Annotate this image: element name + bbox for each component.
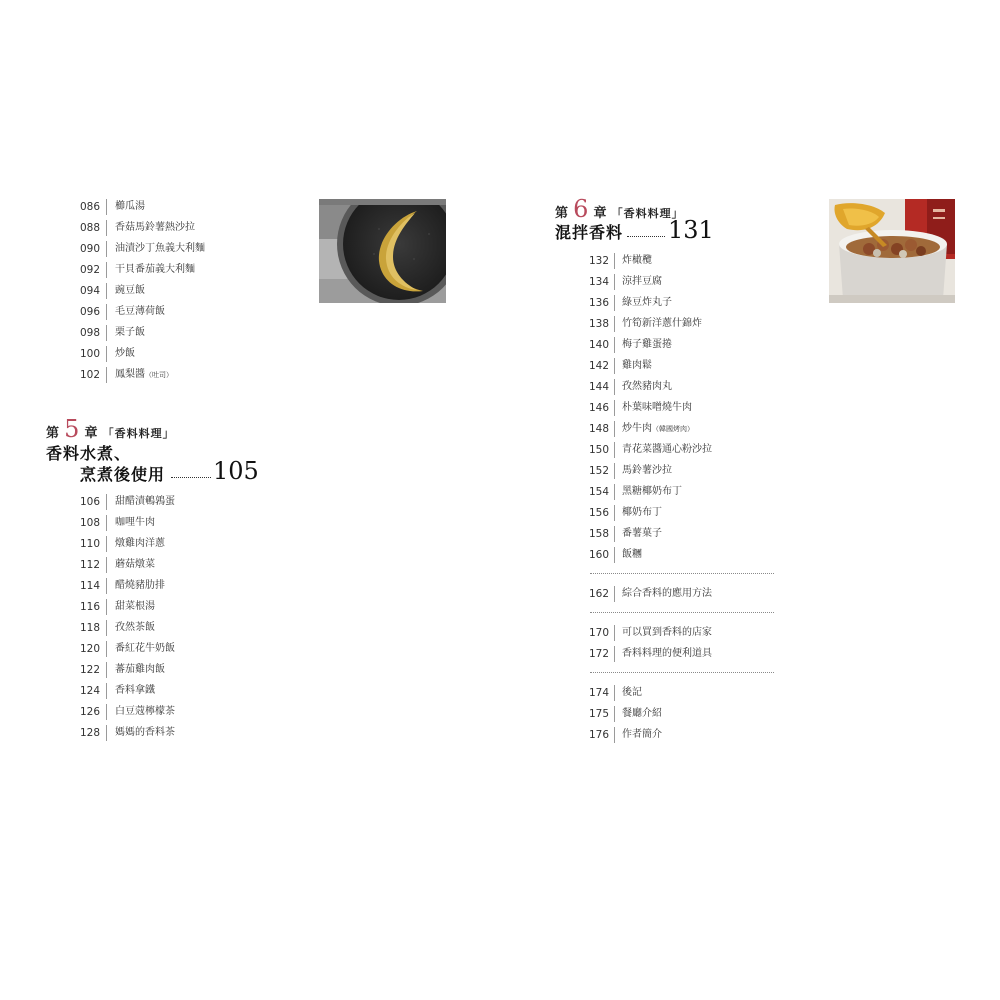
dotted-rule — [590, 672, 774, 673]
toc-vertical-rule — [614, 400, 615, 416]
toc-page-number: 096 — [80, 306, 101, 318]
toc-entry-title — [115, 200, 145, 214]
toc-entry-text: 燉雞肉洋蔥 — [115, 538, 165, 549]
toc-entry-text: 孜然茶飯 — [115, 622, 155, 633]
toc-vertical-rule — [614, 337, 615, 353]
toc-entry-text: 香料料理的便利道具 — [622, 648, 712, 659]
chapter6-title-line1: 混拌香料 — [555, 223, 624, 242]
toc-page-number: 132 — [589, 255, 610, 267]
toc-entry-title — [622, 275, 662, 289]
toc-list-chapter4 — [80, 200, 310, 389]
toc-vertical-rule — [614, 379, 615, 395]
chapter5-word-first: 第 — [46, 426, 60, 441]
toc-entry-text: 雞肉鬆 — [622, 360, 652, 371]
toc-entry-title — [115, 621, 155, 635]
toc-entry — [80, 516, 310, 537]
toc-entry-text: 餐廳介紹 — [622, 708, 662, 719]
toc-page-number: 128 — [80, 727, 101, 739]
toc-entry-text: 蕃茄雞肉飯 — [115, 664, 165, 675]
toc-vertical-rule — [614, 547, 615, 563]
toc-page-number: 102 — [80, 369, 101, 381]
toc-page-number: 126 — [80, 706, 101, 718]
chapter6-leader-dots — [627, 236, 665, 237]
toc-page-number: 094 — [80, 285, 101, 297]
toc-vertical-rule — [106, 557, 107, 573]
toc-entry-text: 炸橄欖 — [622, 255, 652, 266]
toc-page-number: 086 — [80, 201, 101, 213]
toc-entry-title — [115, 558, 155, 572]
chapter5-title-line2: 烹煮後使用 — [80, 465, 166, 484]
toc-entry — [589, 317, 774, 338]
toc-page-number: 154 — [589, 486, 610, 498]
toc-entry — [80, 326, 310, 347]
toc-entry-title — [622, 707, 662, 721]
toc-vertical-rule — [106, 641, 107, 657]
toc-entry — [589, 485, 774, 506]
toc-entry-text: 醋燒豬肋排 — [115, 580, 165, 591]
toc-entry-text: 白豆蔻檸檬茶 — [115, 706, 175, 717]
toc-entry-text: 可以買到香料的店家 — [622, 627, 712, 638]
toc-entry — [589, 422, 774, 443]
toc-vertical-rule — [106, 262, 107, 278]
chapter6-page-number: 131 — [668, 216, 714, 244]
toc-entry-title — [622, 728, 662, 742]
toc-entry-title — [622, 422, 694, 436]
toc-page-number: 090 — [80, 243, 101, 255]
toc-entry-text: 毛豆薄荷飯 — [115, 306, 165, 317]
toc-vertical-rule — [614, 358, 615, 374]
toc-list-chapter6 — [589, 254, 774, 749]
toc-entry-title — [115, 516, 155, 530]
toc-entry — [80, 221, 310, 242]
toc-page-number: 120 — [80, 643, 101, 655]
toc-entry — [589, 506, 774, 527]
toc-entry — [80, 558, 310, 579]
toc-vertical-rule — [614, 646, 615, 662]
toc-entry-text: 甜醋漬鵪鶉蛋 — [115, 496, 175, 507]
toc-entry-title — [115, 642, 175, 656]
toc-page-number: 108 — [80, 517, 101, 529]
toc-entry — [589, 275, 774, 296]
toc-entry-text: 櫛瓜湯 — [115, 201, 145, 212]
toc-entry — [589, 443, 774, 464]
toc-entry — [589, 464, 774, 485]
toc-entry-title — [115, 242, 205, 256]
toc-vertical-rule — [614, 316, 615, 332]
toc-page-number: 118 — [80, 622, 101, 634]
toc-entry-text: 咖哩牛肉 — [115, 517, 155, 528]
toc-page-number: 100 — [80, 348, 101, 360]
toc-vertical-rule — [614, 274, 615, 290]
toc-entry — [80, 537, 310, 558]
toc-entry-title — [622, 359, 652, 373]
toc-page-number: 152 — [589, 465, 610, 477]
toc-entry — [589, 380, 774, 401]
toc-list-chapter5 — [80, 495, 310, 747]
toc-entry-title — [622, 647, 712, 661]
toc-page-number: 110 — [80, 538, 101, 550]
chapter5-page-number: 105 — [213, 457, 259, 485]
toc-page-number: 158 — [589, 528, 610, 540]
toc-vertical-rule — [614, 727, 615, 743]
toc-vertical-rule — [106, 620, 107, 636]
toc-entry — [589, 296, 774, 317]
toc-page-number: 175 — [589, 708, 610, 720]
toc-entry-title — [115, 537, 165, 551]
toc-page-number: 176 — [589, 729, 610, 741]
toc-vertical-rule — [106, 199, 107, 215]
toc-page-number: 138 — [589, 318, 610, 330]
toc-page-number: 116 — [80, 601, 101, 613]
toc-page-number: 140 — [589, 339, 610, 351]
toc-entry — [589, 728, 774, 749]
toc-entry-title — [115, 684, 155, 698]
toc-page-number: 174 — [589, 687, 610, 699]
chapter6-tag: 「香料料理」 — [611, 207, 684, 220]
toc-entry-text: 綠豆炸丸子 — [622, 297, 672, 308]
toc-vertical-rule — [614, 442, 615, 458]
toc-entry — [589, 686, 774, 707]
toc-entry-text: 豌豆飯 — [115, 285, 145, 296]
toc-page-number: 156 — [589, 507, 610, 519]
toc-vertical-rule — [614, 421, 615, 437]
spice-pot-photo — [829, 199, 955, 303]
toc-entry-text: 椰奶布丁 — [622, 507, 662, 518]
chapter6-word-first: 第 — [555, 206, 569, 221]
toc-entry-text: 梅子雞蛋捲 — [622, 339, 672, 350]
toc-vertical-rule — [106, 683, 107, 699]
toc-page-number: 114 — [80, 580, 101, 592]
section-divider — [589, 668, 774, 686]
chapter5-header — [46, 415, 175, 443]
toc-vertical-rule — [614, 484, 615, 500]
toc-vertical-rule — [106, 599, 107, 615]
toc-entry-text: 飯糰 — [622, 549, 642, 560]
toc-vertical-rule — [614, 685, 615, 701]
chapter5-leader-dots — [171, 477, 211, 478]
toc-vertical-rule — [106, 725, 107, 741]
toc-entry-title — [115, 347, 135, 361]
chapter5-title-line1: 香料水煮、 — [46, 444, 132, 463]
toc-entry — [80, 305, 310, 326]
toc-entry-text: 黑糖椰奶布丁 — [622, 486, 682, 497]
toc-page-number: 122 — [80, 664, 101, 676]
section-divider — [589, 569, 774, 587]
toc-entry-title — [622, 401, 692, 415]
toc-page-number: 124 — [80, 685, 101, 697]
toc-entry — [80, 600, 310, 621]
toc-entry — [80, 726, 310, 747]
toc-entry-text: 蘑菇燉菜 — [115, 559, 155, 570]
toc-vertical-rule — [106, 662, 107, 678]
toc-vertical-rule — [614, 625, 615, 641]
toc-vertical-rule — [614, 253, 615, 269]
toc-entry-text: 後記 — [622, 687, 642, 698]
toc-entry-text: 炒飯 — [115, 348, 135, 359]
toc-entry-title — [115, 600, 155, 614]
toc-entry — [80, 642, 310, 663]
toc-page-number: 112 — [80, 559, 101, 571]
toc-entry-text: 媽媽的香料茶 — [115, 727, 175, 738]
toc-entry-text: 作者簡介 — [622, 729, 662, 740]
toc-vertical-rule — [106, 515, 107, 531]
toc-entry-text: 甜菜根湯 — [115, 601, 155, 612]
toc-entry-title — [622, 338, 672, 352]
toc-page-number: 092 — [80, 264, 101, 276]
toc-vertical-rule — [614, 505, 615, 521]
chapter6-word-chapter: 章 — [593, 206, 607, 221]
toc-entry-text: 油漬沙丁魚義大利麵 — [115, 243, 205, 254]
toc-entry-title — [115, 284, 145, 298]
toc-vertical-rule — [106, 283, 107, 299]
toc-vertical-rule — [106, 220, 107, 236]
toc-entry — [80, 684, 310, 705]
toc-page-number: 134 — [589, 276, 610, 288]
toc-entry-text: 香料拿鐵 — [115, 685, 155, 696]
toc-entry — [589, 527, 774, 548]
dotted-rule — [590, 573, 774, 574]
toc-entry-title — [622, 380, 672, 394]
dotted-rule — [590, 612, 774, 613]
toc-page-number: 146 — [589, 402, 610, 414]
toc-page-number: 148 — [589, 423, 610, 435]
toc-entry — [589, 359, 774, 380]
toc-entry-title — [622, 443, 712, 457]
toc-entry-text: 青花菜醬通心粉沙拉 — [622, 444, 712, 455]
toc-page-number: 170 — [589, 627, 610, 639]
toc-vertical-rule — [614, 463, 615, 479]
toc-entry — [80, 284, 310, 305]
toc-entry — [589, 707, 774, 728]
chapter6-number: 6 — [573, 195, 589, 223]
toc-entry-text: 炒牛肉 — [622, 423, 652, 434]
toc-entry — [80, 347, 310, 368]
toc-vertical-rule — [106, 704, 107, 720]
toc-entry-text: 香菇馬鈴薯熱沙拉 — [115, 222, 195, 233]
toc-entry-title — [622, 626, 712, 640]
toc-entry — [589, 626, 774, 647]
toc-entry-title — [115, 495, 175, 509]
toc-vertical-rule — [614, 586, 615, 602]
toc-entry-title — [622, 686, 642, 700]
toc-vertical-rule — [106, 304, 107, 320]
toc-vertical-rule — [106, 346, 107, 362]
toc-page-number: 142 — [589, 360, 610, 372]
toc-entry-title — [115, 579, 165, 593]
toc-entry — [80, 200, 310, 221]
toc-entry-text: 鳳梨醬 — [115, 369, 145, 380]
toc-entry-title — [115, 705, 175, 719]
toc-vertical-rule — [106, 325, 107, 341]
toc-entry-text: 栗子飯 — [115, 327, 145, 338]
toc-entry-note: （韓國烤肉） — [652, 425, 694, 433]
toc-entry — [589, 338, 774, 359]
toc-entry-title — [622, 464, 672, 478]
toc-entry-text: 朴葉味噌燒牛肉 — [622, 402, 692, 413]
toc-page-number: 144 — [589, 381, 610, 393]
toc-entry-title — [115, 368, 173, 382]
toc-entry-text: 綜合香料的應用方法 — [622, 588, 712, 599]
toc-vertical-rule — [106, 367, 107, 383]
toc-entry-title — [115, 305, 165, 319]
toc-entry-title — [622, 548, 642, 562]
toc-entry-title — [622, 485, 682, 499]
toc-entry — [589, 647, 774, 668]
toc-vertical-rule — [106, 494, 107, 510]
toc-entry-text: 番薯菓子 — [622, 528, 662, 539]
toc-entry-text: 馬鈴薯沙拉 — [622, 465, 672, 476]
chapter6-header — [555, 195, 684, 223]
toc-page-number: 136 — [589, 297, 610, 309]
toc-entry-text: 涼拌豆腐 — [622, 276, 662, 287]
toc-entry-title — [115, 263, 195, 277]
toc-entry — [589, 548, 774, 569]
toc-entry-title — [622, 527, 662, 541]
toc-entry — [80, 579, 310, 600]
toc-entry-title — [115, 221, 195, 235]
toc-vertical-rule — [614, 526, 615, 542]
toc-entry — [80, 705, 310, 726]
toc-entry — [589, 254, 774, 275]
toc-page-number: 162 — [589, 588, 610, 600]
toc-page-number: 106 — [80, 496, 101, 508]
toc-page-number: 088 — [80, 222, 101, 234]
toc-entry — [80, 263, 310, 284]
toc-entry — [80, 242, 310, 263]
toc-entry — [589, 587, 774, 608]
toc-entry — [80, 621, 310, 642]
toc-entry-title — [622, 296, 672, 310]
toc-entry-text: 孜然豬肉丸 — [622, 381, 672, 392]
toc-vertical-rule — [106, 241, 107, 257]
toc-vertical-rule — [614, 295, 615, 311]
toc-page-number: 150 — [589, 444, 610, 456]
toc-vertical-rule — [106, 536, 107, 552]
spice-pan-photo — [319, 199, 446, 303]
chapter5-number: 5 — [64, 415, 80, 443]
toc-page-number: 172 — [589, 648, 610, 660]
toc-entry-title — [622, 587, 712, 601]
toc-entry-text: 竹筍新洋蔥什錦炸 — [622, 318, 702, 329]
toc-entry — [589, 401, 774, 422]
toc-entry-title — [115, 726, 175, 740]
toc-entry — [80, 495, 310, 516]
toc-entry-title — [622, 317, 702, 331]
toc-entry-title — [622, 254, 652, 268]
toc-entry-note: （吐司） — [145, 371, 173, 379]
toc-entry — [80, 663, 310, 684]
toc-entry-text: 番紅花牛奶飯 — [115, 643, 175, 654]
toc-entry-title — [115, 326, 145, 340]
toc-page-number: 098 — [80, 327, 101, 339]
toc-page-number: 160 — [589, 549, 610, 561]
toc-entry-text: 干貝番茄義大利麵 — [115, 264, 195, 275]
toc-entry-title — [115, 663, 165, 677]
section-divider — [589, 608, 774, 626]
toc-vertical-rule — [614, 706, 615, 722]
toc-vertical-rule — [106, 578, 107, 594]
chapter5-word-chapter: 章 — [84, 426, 98, 441]
toc-entry — [80, 368, 310, 389]
chapter5-tag: 「香料料理」 — [102, 427, 175, 440]
toc-entry-title — [622, 506, 662, 520]
